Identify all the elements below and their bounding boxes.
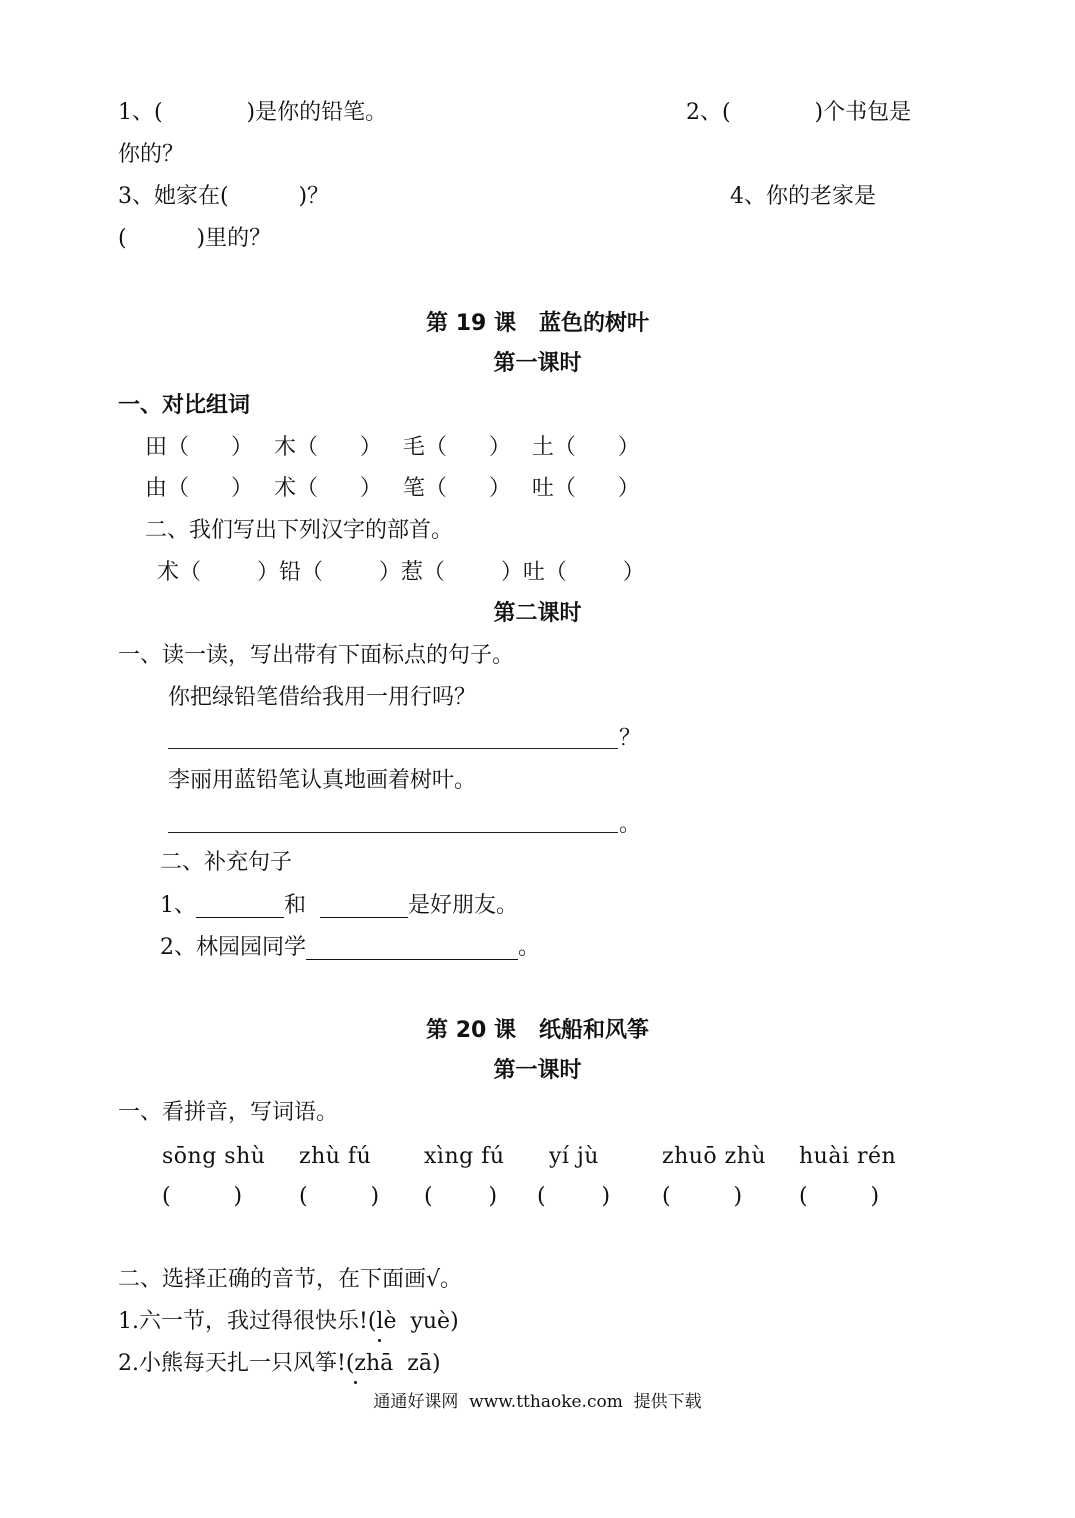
- lesson20-section1-heading: 一、看拼音，写词语。: [118, 1100, 339, 1125]
- top-q2: 2、( )个书包是: [686, 100, 912, 125]
- word-blank-3[interactable]: ( ): [424, 1184, 498, 1209]
- pinyin-5: zhuō zhù: [662, 1144, 767, 1169]
- fill1-and: 和: [284, 893, 307, 918]
- answer-line-1[interactable]: [168, 748, 618, 749]
- lesson20-title: 第 20 课 纸船和风筝: [426, 1018, 649, 1043]
- lesson19-section3-heading: 一、读一读，写出带有下面标点的句子。: [118, 643, 515, 668]
- emphasis-dot-2: [354, 1381, 357, 1384]
- lesson20-period1: 第一课时: [493, 1058, 582, 1083]
- answer-line-1-mark: ？: [619, 726, 642, 751]
- syllable-question-1: 1.六一节，我过得很快乐!(lè yuè): [118, 1309, 459, 1334]
- lesson19-section1-heading: 一、对比组词: [118, 393, 251, 418]
- lesson19-section2-heading: 二、我们写出下列汉字的部首。: [145, 518, 454, 543]
- lesson19-compare-row1: 田（ ） 木（ ） 毛（ ） 土（ ）: [145, 435, 640, 460]
- lesson19-section4-heading: 二、补充句子: [160, 850, 293, 875]
- syllable-question-2: 2.小熊每天扎一只风筝!(zhā zā): [118, 1351, 441, 1376]
- fill-sentence-2: [160, 937, 540, 960]
- word-blank-5[interactable]: ( ): [662, 1184, 743, 1209]
- lesson19-radical-row: 术（ ）铅（ ）惹（ ）吐（ ）: [157, 560, 645, 585]
- pinyin-1: sōng shù: [162, 1144, 266, 1169]
- fill2-blank[interactable]: [306, 937, 518, 960]
- lesson19-period1: 第一课时: [493, 351, 582, 376]
- pinyin-6: huài rén: [799, 1144, 897, 1169]
- lesson19-sentence2: 李丽用蓝铅笔认真地画着树叶。: [168, 768, 477, 793]
- top-q1: 1、( )是你的铅笔。: [118, 100, 388, 125]
- word-blank-1[interactable]: ( ): [162, 1184, 243, 1209]
- answer-line-2-mark: 。: [619, 812, 642, 837]
- lesson19-sentence1: 你把绿铅笔借给我用一用行吗？: [168, 685, 477, 710]
- fill1-blank-a[interactable]: [196, 895, 284, 918]
- answer-line-2[interactable]: [168, 832, 618, 833]
- top-q4: 4、你的老家是: [730, 184, 876, 209]
- lesson19-title: 第 19 课 蓝色的树叶: [426, 311, 649, 336]
- fill1-blank-b[interactable]: [320, 895, 408, 918]
- top-q3: 3、她家在( )？: [118, 184, 330, 209]
- emphasis-dot-1: [378, 1339, 381, 1342]
- word-blank-6[interactable]: ( ): [799, 1184, 880, 1209]
- pinyin-4: yí jù: [549, 1144, 599, 1169]
- pinyin-3: xìng fú: [424, 1144, 505, 1169]
- fill2-start: 2、林园园同学: [160, 935, 306, 960]
- fill2-end: 。: [518, 935, 541, 960]
- pinyin-2: zhù fú: [299, 1144, 372, 1169]
- lesson19-compare-row2: 由（ ） 术（ ） 笔（ ） 吐（ ）: [145, 476, 640, 501]
- fill1-end: 是好朋友。: [408, 893, 519, 918]
- lesson20-section2-heading: 二、选择正确的音节，在下面画√。: [118, 1267, 463, 1292]
- footer-credit: 通通好课网 www.tthaoke.com 提供下载: [373, 1392, 702, 1412]
- word-blank-2[interactable]: ( ): [299, 1184, 380, 1209]
- fill-sentence-1: [160, 895, 518, 918]
- top-q4-continued: ( )里的？: [118, 226, 272, 251]
- top-q2-continued: 你的？: [118, 142, 185, 167]
- fill1-number: 1、: [160, 893, 196, 918]
- word-blank-4[interactable]: ( ): [537, 1184, 611, 1209]
- lesson19-period2: 第二课时: [493, 601, 582, 626]
